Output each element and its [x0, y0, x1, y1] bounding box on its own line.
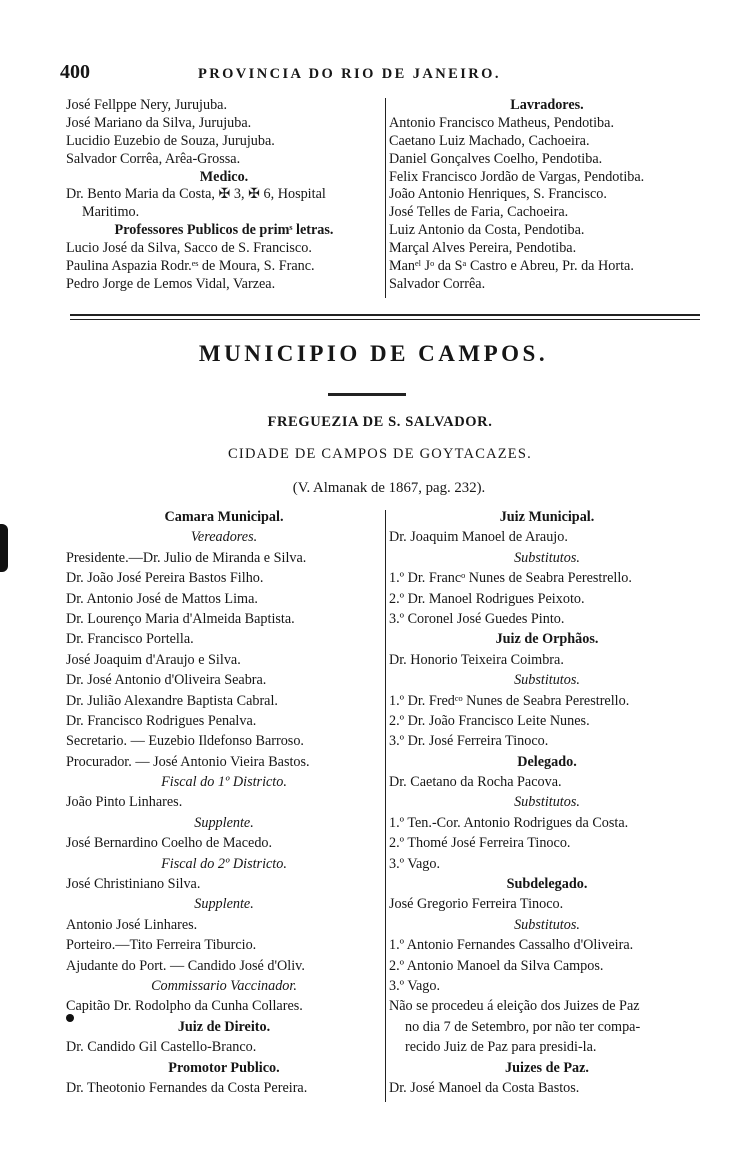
top-left-line: José Mariano da Silva, Jurujuba.	[66, 114, 252, 131]
ink-dot-mark	[66, 1014, 74, 1022]
top-left-line: Lucio José da Silva, Sacco de S. Francisco.	[66, 240, 312, 257]
top-right-column	[389, 97, 705, 294]
top-right-line: Caetano Luiz Machado, Cachoeira.	[389, 132, 590, 149]
top-left-line: Maritimo.	[82, 204, 140, 221]
section-divider-rule-2	[70, 319, 700, 320]
bottom-left-line: Vereadores.	[190, 529, 258, 546]
top-left-line: Professores Publicos de primˢ letras.	[114, 222, 334, 239]
bottom-right-line: Dr. José Manoel da Costa Bastos.	[389, 1079, 580, 1096]
bottom-left-line: Fiscal do 1º Districto.	[161, 774, 287, 791]
top-right-line: Salvador Corrêa.	[389, 275, 486, 292]
bottom-right-line: Dr. Joaquim Manoel de Araujo.	[389, 529, 568, 546]
top-right-line: Manᵉˡ Jᵒ da Sᵃ Castro e Abreu, Pr. da Horta.	[389, 258, 634, 275]
bottom-right-line: Juiz de Orphãos.	[495, 631, 599, 648]
bottom-right-line: Não se procedeu á eleição dos Juizes de Paz	[389, 998, 640, 1015]
bottom-left-line: Supplente.	[194, 814, 254, 831]
top-left-column	[66, 97, 382, 294]
top-left-line: Pedro Jorge de Lemos Vidal, Varzea.	[66, 275, 276, 292]
bottom-left-line: Dr. Lourenço Maria d'Almeida Baptista.	[66, 610, 295, 627]
top-right-line: José Telles de Faria, Cachoeira.	[389, 204, 569, 221]
bottom-left-line: Camara Municipal.	[164, 509, 284, 525]
bottom-left-line: Capitão Dr. Rodolpho da Cunha Collares.	[66, 998, 303, 1015]
bottom-right-line: 3.º Coronel José Guedes Pinto.	[389, 610, 565, 627]
bottom-right-line: 2.º Dr. Manoel Rodrigues Peixoto.	[389, 590, 585, 607]
running-title: PROVINCIA DO RIO DE JANEIRO.	[198, 66, 501, 82]
bottom-left-line: José Joaquim d'Araujo e Silva.	[66, 651, 241, 668]
bottom-left-line: Dr. João José Pereira Bastos Filho.	[66, 570, 264, 587]
bottom-right-line: Substitutos.	[514, 672, 580, 689]
bottom-right-line: Substitutos.	[514, 916, 580, 933]
top-left-line: Medico.	[199, 168, 249, 185]
page-number: 400	[60, 61, 90, 83]
bottom-right-line: José Gregorio Ferreira Tinoco.	[389, 896, 564, 913]
bottom-left-line: Secretario. — Euzebio Ildefonso Barroso.	[66, 733, 304, 750]
bottom-right-line: Substitutos.	[514, 794, 580, 811]
bottom-right-line: 1.º Antonio Fernandes Cassalho d'Oliveira.	[389, 937, 634, 954]
bottom-left-line: Dr. Julião Alexandre Baptista Cabral.	[66, 692, 278, 709]
top-right-line: Marçal Alves Pereira, Pendotiba.	[389, 240, 577, 257]
top-column-divider	[385, 98, 386, 298]
top-right-line: João Antonio Henriques, S. Francisco.	[389, 186, 607, 203]
bottom-right-line: Delegado.	[517, 753, 577, 770]
top-right-line: Antonio Francisco Matheus, Pendotiba.	[389, 114, 614, 131]
bottom-left-line: José Bernardino Coelho de Macedo.	[66, 835, 273, 852]
bottom-right-line: Juizes de Paz.	[505, 1059, 589, 1076]
municipio-title: MUNICIPIO DE CAMPOS.	[198, 341, 549, 366]
bottom-left-line: Porteiro.—Tito Ferreira Tiburcio.	[66, 937, 257, 954]
top-left-line: Dr. Bento Maria da Costa, ✠ 3, ✠ 6, Hospital	[66, 186, 326, 203]
bottom-left-line: Dr. Candido Gil Castello-Branco.	[66, 1039, 257, 1056]
bottom-left-line: José Christiniano Silva.	[66, 876, 201, 893]
bottom-left-line: Supplente.	[194, 896, 254, 913]
top-left-line: Lucidio Euzebio de Souza, Jurujuba.	[66, 132, 275, 149]
bottom-column-divider	[385, 510, 386, 1102]
bottom-right-line: no dia 7 de Setembro, por não ter compa-	[405, 1018, 641, 1035]
bottom-left-line: Antonio José Linhares.	[66, 916, 198, 933]
top-right-line: Luiz Antonio da Costa, Pendotiba.	[389, 222, 585, 239]
bottom-right-column	[389, 507, 705, 1098]
bottom-left-line: Juiz de Direito.	[177, 1018, 271, 1035]
bottom-left-line: Commissario Vaccinador.	[151, 977, 297, 994]
bottom-right-line: 1.º Dr. Francᵒ Nunes de Seabra Perestrello.	[389, 570, 632, 587]
bottom-left-line: Promotor Publico.	[168, 1059, 280, 1076]
bottom-right-line: 1.º Dr. Fredᶜᵒ Nunes de Seabra Perestrello.	[389, 692, 630, 709]
almanak-reference: (V. Almanak de 1867, pag. 232).	[292, 480, 486, 496]
title-underline	[328, 393, 406, 396]
bottom-left-line: Procurador. — José Antonio Vieira Bastos.	[66, 753, 310, 770]
bottom-left-line: Dr. Theotonio Fernandes da Costa Pereira.	[66, 1079, 308, 1096]
bottom-left-line: Dr. Francisco Rodrigues Penalva.	[66, 712, 257, 729]
bottom-left-line: João Pinto Linhares.	[66, 794, 183, 811]
bottom-right-line: 1.º Ten.-Cor. Antonio Rodrigues da Costa.	[389, 814, 629, 831]
bottom-left-line: Dr. Antonio José de Mattos Lima.	[66, 590, 258, 607]
section-divider-rule	[70, 314, 700, 316]
bottom-right-line: 2.º Antonio Manoel da Silva Campos.	[389, 957, 604, 974]
bottom-right-line: Substitutos.	[514, 549, 580, 566]
bottom-left-line: Dr. José Antonio d'Oliveira Seabra.	[66, 672, 267, 689]
bottom-left-line: Fiscal do 2º Districto.	[161, 855, 287, 872]
bottom-right-line: Subdelegado.	[506, 876, 588, 893]
bottom-left-column	[66, 507, 382, 1098]
bottom-right-line: Dr. Honorio Teixeira Coimbra.	[389, 651, 564, 668]
cidade-heading: CIDADE DE CAMPOS DE GOYTACAZES.	[228, 446, 532, 462]
top-left-line: Salvador Corrêa, Arêa-Grossa.	[66, 150, 241, 167]
bottom-right-line: 2.º Thomé José Ferreira Tinoco.	[389, 835, 571, 852]
bottom-right-line: recido Juiz de Paz para presidi-la.	[405, 1039, 597, 1056]
top-right-line: Lavradores.	[510, 97, 584, 113]
bottom-left-line: Presidente.—Dr. Julio de Miranda e Silva.	[66, 549, 307, 566]
bottom-left-line: Ajudante do Port. — Candido José d'Oliv.	[66, 957, 305, 974]
bottom-left-line: Dr. Francisco Portella.	[66, 631, 194, 648]
bottom-right-line: Dr. Caetano da Rocha Pacova.	[389, 774, 562, 791]
top-left-line: Paulina Aspazia Rodr.ᵉˢ de Moura, S. Franc.	[66, 258, 315, 275]
bottom-right-line: 3.º Dr. José Ferreira Tinoco.	[389, 733, 549, 750]
top-right-line: Daniel Gonçalves Coelho, Pendotiba.	[389, 150, 603, 167]
ink-blot-mark	[0, 524, 8, 572]
bottom-right-line: Juiz Municipal.	[499, 509, 595, 525]
top-right-line: Felix Francisco Jordão de Vargas, Pendotiba.	[389, 168, 645, 185]
top-left-line: José Fellppe Nery, Jurujuba.	[66, 97, 228, 113]
bottom-right-line: 2.º Dr. João Francisco Leite Nunes.	[389, 712, 590, 729]
freguezia-heading: FREGUEZIA DE S. SALVADOR.	[267, 414, 493, 430]
bottom-right-line: 3.º Vago.	[389, 855, 441, 872]
bottom-right-line: 3.º Vago.	[389, 977, 441, 994]
